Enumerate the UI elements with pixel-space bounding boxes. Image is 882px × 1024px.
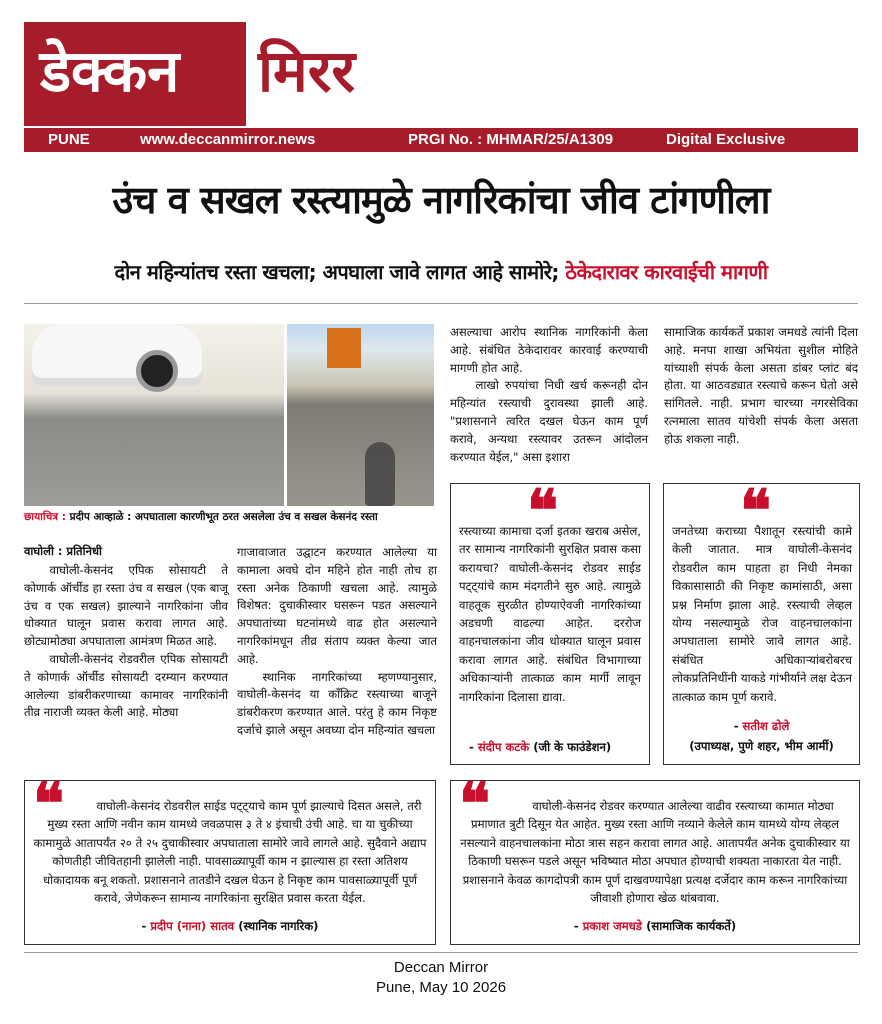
- subheadline-part1: दोन महिन्यांतच रस्ता खचला; अपघाला जावे लागत आहे सामोरे;: [114, 260, 559, 284]
- quote-mark-icon: ❝: [740, 477, 772, 545]
- footer: [0, 958, 882, 998]
- road-photo-left: [24, 324, 284, 506]
- logo-word-mirror: मिरर: [258, 37, 356, 105]
- article-paragraph: असल्याचा आरोप स्थानिक नागरिकांनी केला आहे. संबंधित ठेकेदारावर कारवाई करण्याची मागणी होत आहे.: [450, 325, 648, 375]
- article-column-4: [664, 324, 858, 449]
- article-paragraph: वाघोली-केसनंद रोडवरील एपिक सोसायटी ते कोणार्क ऑर्चीड सोसायटी दरम्यान करण्यात आलेल्या डांबरीकरणाच्या कामावर नागरिकांनी तीव्र नाराजी व्यक्त केली आहे. मोठ्या: [24, 651, 228, 720]
- article-paragraph: गाजावाजात उद्घाटन करण्यात आलेल्या या कामाला अवघे दोन महिने होत नाही तोच हा रस्ता अनेक ठिकाणी खचला आहे. त्यामुळे विशेषत: दुचाकीस्वार घसरून पडत असल्याने अपघातांच्या घटनांमध्ये वाढ होत असल्याने नागरिकांमधून तीव्र संताप व्यक्त केल्या जात आहे.: [237, 545, 437, 666]
- city-label: PUNE: [48, 131, 90, 148]
- quote-author-role: (स्थानिक नागरिक): [238, 919, 319, 933]
- person-shadow-image: [365, 442, 395, 506]
- footer-divider: [24, 952, 858, 953]
- quote-dash: -: [141, 919, 147, 933]
- info-bar: [24, 128, 858, 152]
- quote-text: वाघोली-केसनंद रोडवर करण्यात आलेल्या वाढीव रस्त्याच्या कामात मोठ्या प्रमाणात त्रुटी दिसून येत आहेत. मुख्य रस्ता आणि नव्याने केलेले काम यामध्ये योग्य लेव्हल नसल्याने वाहनचालकांना मोठा त्रास सहन करावा लागत आहे. आतापर्यंत अनेक दुचाकीस्वार या ठिकाणी घसरून पडले असून भविष्यात मोठा अपघात होण्याची शक्यता नाकारता येत नाही. प्रशासनाने केवळ कागदोपत्री काम पूर्ण दाखवण्यापेक्षा प्रत्यक्ष दर्जेदार काम करून नागरिकांच्या जीवाशी होणारा खेळ थांबवावा.: [460, 799, 850, 906]
- quote-author-role: (सामाजिक कार्यकर्ते): [646, 919, 737, 933]
- logo-box: [24, 22, 246, 126]
- quote-attribution: [664, 716, 859, 756]
- subheadline: [20, 255, 862, 289]
- car-wheel: [136, 350, 178, 392]
- quote-text: जनतेच्या कराच्या पैशातून रस्त्यांची कामे केली जातात. मात्र वाघोली-केसनंद रोडवरील काम पाहता हा निधी नेमका विकासासाठी की निकृष्ट कामांसाठी, असा प्रश्न निर्माण झाला आहे. रस्त्याची लेव्हल योग्य नसल्यामुळे रोज वाहनचालकांना अपघाताला सामोरे जावे लागत आहे. संबंधित अधिकाऱ्यांबरोबरच लोकप्रतिनिधींनी याकडे गांभीर्याने लक्ष देऊन तात्काळ काम पूर्ण करावे.: [672, 524, 852, 704]
- subheadline-part2: ठेकेदारावर कारवाईची मागणी: [565, 260, 768, 284]
- quote-box-prakash-jamdhade: [450, 770, 860, 945]
- quote-attribution: [451, 919, 859, 934]
- quote-author-role: (जी के फाउंडेशन): [533, 740, 612, 754]
- article-column-3: [450, 324, 648, 466]
- edition-label: Digital Exclusive: [666, 131, 786, 148]
- quote-author-name: प्रदीप (नाना) सातव: [150, 919, 235, 933]
- road-photo-right: [287, 324, 434, 506]
- quote-mark-icon: ❝: [527, 477, 559, 545]
- footer-publication: Deccan Mirror: [393, 959, 489, 976]
- article-paragraph: लाखो रुपयांचा निधी खर्च करूनही दोन महिन्यांत रस्त्याची दुरावस्था झाली आहे. "प्रशासनाने त्वरित दखल घेऊन काम पूर्ण करावे, अन्यथा रस्त्यावर उतरून आंदोलन करण्यात येईल," असा इशारा: [450, 378, 648, 464]
- truck-image: [327, 328, 361, 368]
- quote-text: रस्त्याच्या कामाचा दर्जा इतका खराब असेल, तर सामान्य नागरिकांनी सुरक्षित प्रवास कसा करायचा? वाघोली-केसनंद रोडवर साईड पट्ट्यांचे काम मंदगतीने सुरु आहे. त्यामुळे वाहतूक सुरळीत होण्याऐवजी नागरिकांच्या अडचणी वाढल्या आहेत. दररोज वाहनचालकांना जीव धोक्यात घालून प्रवास करावा लागत आहे. संबंधित विभागाच्या अधिकाऱ्यांनी तात्काळ काम मार्गी लावून नागरिकांना दिलासा द्यावा.: [459, 524, 641, 704]
- photo-caption-text: प्रदीप आव्हाळे : अपघाताला कारणीभूत ठरत असलेला उंच व सखल केसनंद रस्ता: [69, 511, 378, 523]
- quote-box-satish-dhole: [663, 477, 860, 765]
- quote-dash: -: [733, 719, 739, 733]
- quote-attribution: [469, 740, 611, 755]
- website-link[interactable]: www.deccanmirror.news: [140, 131, 316, 148]
- quote-dash: -: [469, 740, 474, 754]
- prgi-number: PRGI No. : MHMAR/25/A1309: [408, 131, 614, 148]
- quote-author-role: (उपाध्यक्ष, पुणे शहर, भीम आर्मी): [689, 739, 834, 753]
- quote-author-name: संदीप कटके: [477, 740, 530, 754]
- quote-text: वाघोली-केसनंद रोडवरील साईड पट्ट्याचे काम पूर्ण झाल्याचे दिसत असले, तरी मुख्य रस्ता आणि नवीन काम यामध्ये जवळपास ३ ते ४ इंचाची उंची आहे. चा या चुकीच्या कामामुळे आतापर्यंत २० ते २५ दुचाकीस्वार अपघाताला सामोरे जावे लागले आहे. सुदैवाने अद्याप कोणतीही जीवितहानी झालेली नाही. पावसाळ्यापूर्वी काम न झाल्यास हा रस्ता अतिशय धोकादायक बनू शकतो. प्रशासनाने तातडीने दखल घेऊन हे निकृष्ट काम पावसाळ्यापूर्वी पूर्ण करावे, जेणेकरून सामान्य नागरिकांना सुरक्षित प्रवास करता येईल.: [33, 799, 427, 906]
- article-dateline: वाघोली : प्रतिनिधी: [24, 544, 103, 558]
- quote-mark-icon: ❝: [459, 770, 491, 838]
- article-paragraph: सामाजिक कार्यकर्ते प्रकाश जमधडे त्यांनी दिला आहे. मनपा शाखा अभियंता सुशील मोहिते यांच्याशी संपर्क केला असता डांबर प्लांट बंद होता. या आठवड्यात रस्त्याचे करून घेतो असे सांगितले. नाही. प्रभाग चारच्या नगरसेविका रत्नमाला सातव यांचेशी संपर्क केला असता होऊ शकला नाही.: [664, 325, 858, 446]
- photo-caption-label: छायाचित्र :: [24, 511, 66, 523]
- article-paragraph: स्थानिक नागरिकांच्या म्हणण्यानुसार, वाघोली-केसनंद या कॉंक्रिट रस्त्याच्या बाजूने डांबरीकरण करण्यात आले. परंतु हे काम निकृष्ट दर्जाचे झाले असून अवघ्या दोन महिन्यांत खचला: [237, 669, 437, 737]
- article-column-1: [24, 562, 228, 722]
- quote-dash: -: [573, 919, 579, 933]
- quote-box-sandeep-katke: [450, 477, 650, 765]
- car-image: [32, 324, 202, 386]
- photo-caption: [24, 509, 444, 525]
- footer-dateline: Pune, May 10 2026: [375, 979, 507, 996]
- divider: [24, 303, 858, 304]
- quote-attribution: [25, 919, 435, 934]
- article-column-2: [237, 544, 437, 740]
- quote-box-pradeep-satav: [24, 770, 436, 945]
- logo-word-deccan: डेक्कन: [40, 37, 180, 105]
- headline: उंच व सखल रस्त्यामुळे नागरिकांचा जीव टांगणीला: [112, 178, 770, 222]
- quote-mark-icon: ❝: [33, 770, 65, 838]
- quote-author-name: सतीश ढोले: [742, 719, 790, 733]
- article-paragraph: वाघोली-केसनंद एपिक सोसायटी ते कोणार्क ऑर्चीड हा रस्ता उंच व सखल (एक बाजू उंच व एक सखल) झाल्याने नागरिकांना जीव धोक्यात घालून प्रवास करावा लागत आहे. छोट्यामोठ्या अपघाताला आमंत्रण मिळत आहे.: [24, 563, 228, 649]
- masthead: [24, 22, 858, 126]
- quote-author-name: प्रकाश जमधडे: [582, 919, 643, 933]
